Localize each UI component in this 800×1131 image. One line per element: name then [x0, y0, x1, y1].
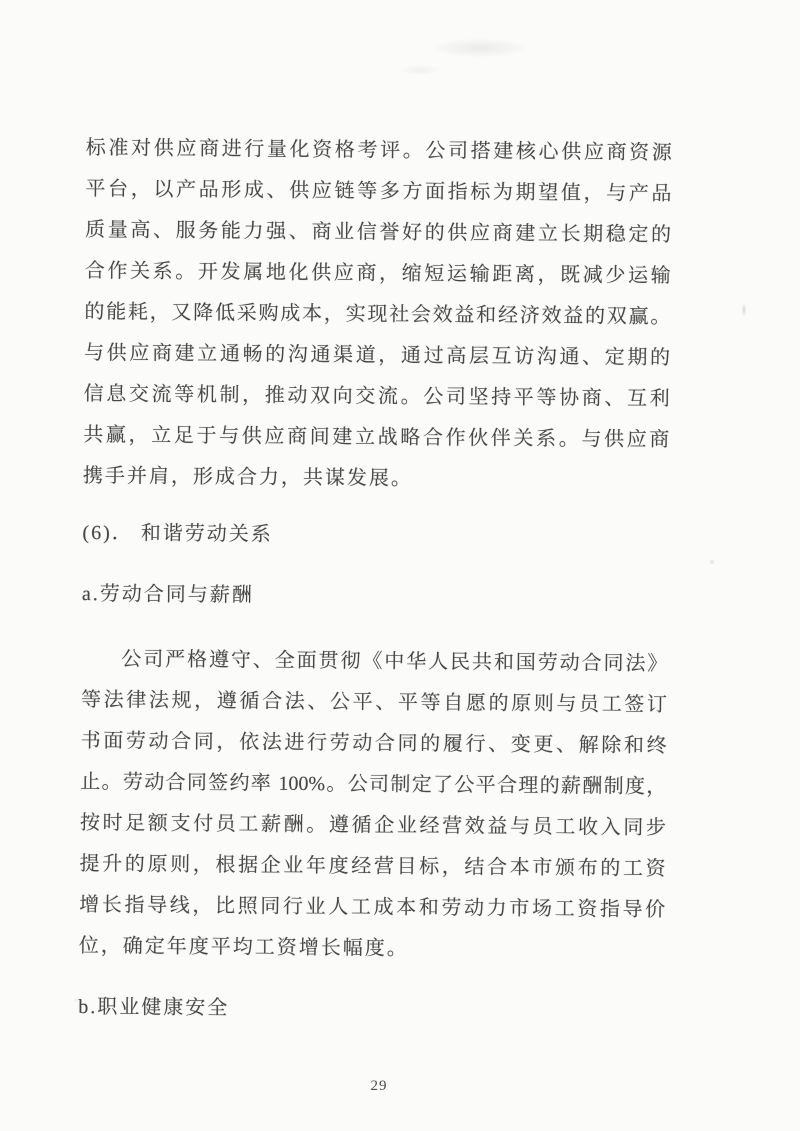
paragraph-supplier-management [83, 128, 672, 502]
paragraph-labor-contract [79, 639, 668, 972]
text-line: 合作关系。开发属地化供应商，缩短运输距离，既减少运输 [84, 259, 671, 288]
text-line: 提升的原则，根据企业年度经营目标，结合本市颁布的工资 [79, 852, 666, 881]
text-line: 的能耗，又降低采购成本，实现社会效益和经济效益的双赢。 [84, 300, 671, 329]
subsection-heading-labor-contract: a.劳动合同与薪酬 [81, 582, 254, 607]
text-line: 携手并肩，形成合力，共谋发展。 [82, 464, 414, 490]
text-line: 平台，以产品形成、供应链等多方面指标为期望值，与产品 [85, 177, 672, 206]
text-line: 信息交流等机制，推动双向交流。公司坚持平等协商、互利 [83, 382, 670, 411]
subsection-heading-health-safety: b.职业健康安全 [78, 995, 230, 1020]
text-line: 按时足额支付员工薪酬。遵循企业经营效益与员工收入同步 [79, 811, 667, 840]
text-line: 增长指导线，比照同行业人工成本和劳动力市场工资指导价 [79, 893, 666, 922]
text-line: 书面劳动合同，依法进行劳动合同的履行、变更、解除和终 [80, 729, 667, 758]
section-heading-labor-relations: (6)． 和谐劳动关系 [82, 521, 273, 546]
text-line: 共赢，立足于与供应商间建立战略合作伙伴关系。与供应商 [83, 423, 670, 452]
text-line: 止。劳动合同签约率 100%。公司制定了公平合理的薪酬制度， [80, 770, 667, 799]
text-line: 公司严格遵守、全面贯彻《中华人民共和国劳动合同法》 [121, 648, 668, 676]
text-line: 位，确定年度平均工资增长幅度。 [78, 934, 409, 960]
text-line: 标准对供应商进行量化资格考评。公司搭建核心供应商资源 [85, 136, 672, 165]
text-line: 与供应商建立通畅的沟通渠道，通过高层互访沟通、定期的 [83, 341, 671, 370]
page-number: 29 [370, 1078, 388, 1094]
text-line: 质量高、服务能力强、商业信誉好的供应商建立长期稳定的 [85, 218, 672, 247]
text-line: 等法律法规，遵循合法、公平、平等自愿的原则与员工签订 [80, 688, 668, 717]
page-content [78, 128, 672, 1033]
